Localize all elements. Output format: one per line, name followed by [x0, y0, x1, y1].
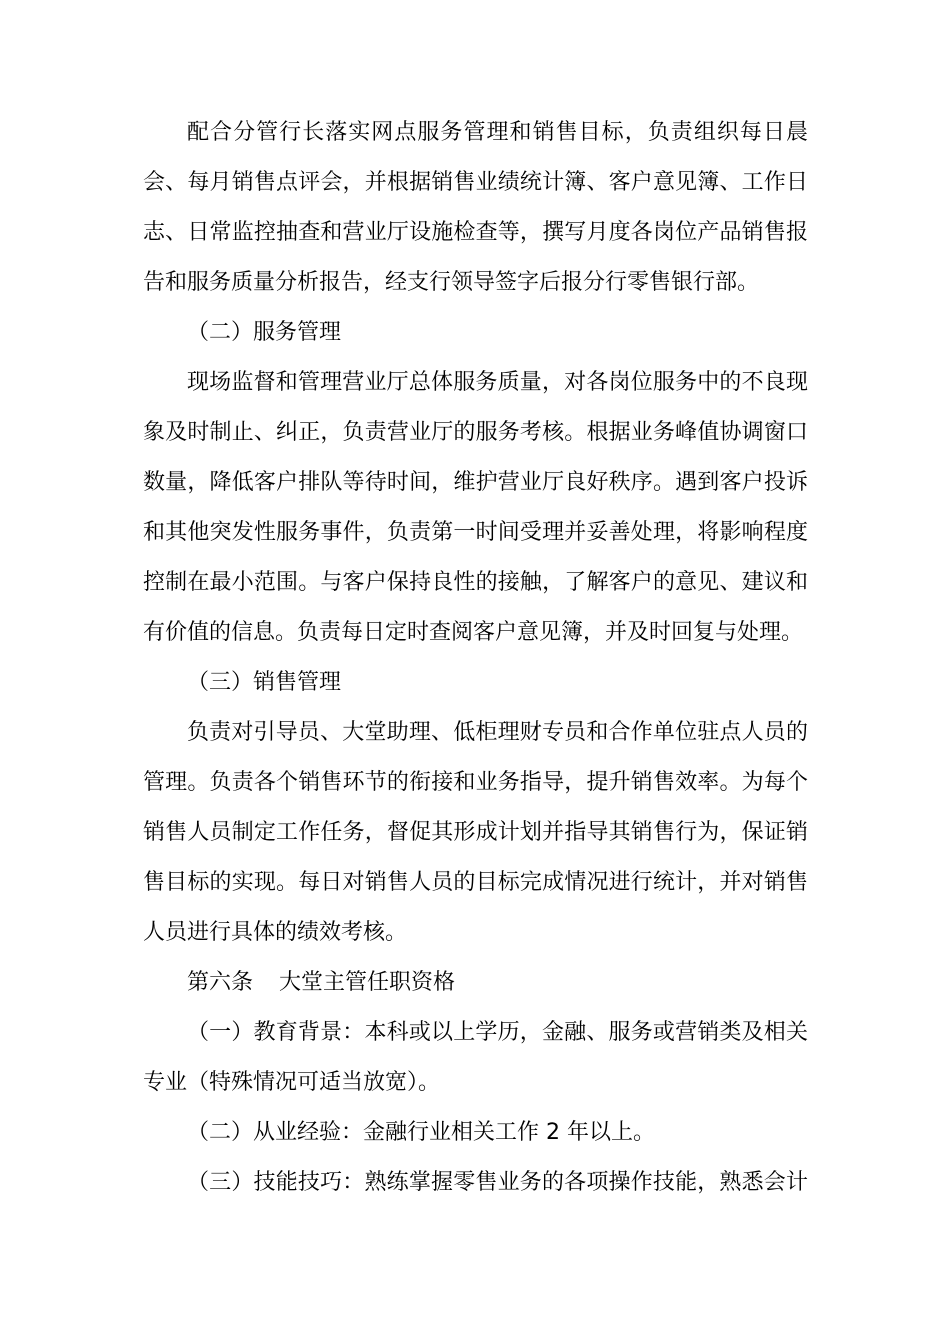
paragraph-line: 现场监督和管理营业厅总体服务质量，对各岗位服务中的不良现 — [187, 370, 808, 395]
paragraph-line: 告和服务质量分析报告，经支行领导签字后报分行零售银行部。 — [143, 270, 760, 295]
section-heading-sales-management — [143, 658, 808, 708]
paragraph-line: （二）从业经验：金融行业相关工作 2 年以上。 — [187, 1120, 655, 1145]
paragraph-line: 人员进行具体的绩效考核。 — [143, 920, 408, 945]
paragraph-duties-summary — [143, 108, 808, 308]
paragraph-line: 会、每月销售点评会，并根据销售业绩统计簿、客户意见簿、工作日 — [143, 170, 808, 195]
paragraph-service-management — [143, 358, 808, 658]
paragraph-line: 数量，降低客户排队等待时间，维护营业厅良好秩序。遇到客户投诉 — [143, 470, 808, 495]
section-heading-text: （二）服务管理 — [187, 320, 342, 345]
section-heading-text: （三）销售管理 — [187, 670, 342, 695]
paragraph-line: 和其他突发性服务事件，负责第一时间受理并妥善处理，将影响程度 — [143, 520, 808, 545]
qualification-experience — [143, 1108, 808, 1158]
paragraph-line: 有价值的信息。负责每日定时查阅客户意见簿，并及时回复与处理。 — [143, 620, 804, 645]
section-heading-service-management — [143, 308, 808, 358]
paragraph-sales-management — [143, 708, 808, 958]
qualification-education — [143, 1008, 808, 1108]
paragraph-line: 配合分管行长落实网点服务管理和销售目标，负责组织每日晨 — [187, 120, 808, 145]
paragraph-line: 控制在最小范围。与客户保持良性的接触，了解客户的意见、建议和 — [143, 570, 808, 595]
qualification-skills — [143, 1158, 808, 1208]
paragraph-line: 专业（特殊情况可适当放宽）。 — [143, 1070, 441, 1095]
document-body — [143, 108, 808, 1208]
paragraph-line: （一）教育背景：本科或以上学历，金融、服务或营销类及相关 — [187, 1020, 808, 1045]
paragraph-line: 负责对引导员、大堂助理、低柜理财专员和合作单位驻点人员的 — [187, 720, 808, 745]
article-title: 大堂主管任职资格 — [279, 970, 456, 995]
paragraph-line: 象及时制止、纠正，负责营业厅的服务考核。根据业务峰值协调窗口 — [143, 420, 808, 445]
paragraph-line: （三）技能技巧：熟练掌握零售业务的各项操作技能，熟悉会计 — [187, 1170, 808, 1195]
paragraph-line: 志、日常监控抽查和营业厅设施检查等，撰写月度各岗位产品销售报 — [143, 220, 808, 245]
article-heading — [143, 958, 808, 1008]
paragraph-line: 管理。负责各个销售环节的衔接和业务指导，提升销售效率。为每个 — [143, 770, 808, 795]
paragraph-line: 销售人员制定工作任务，督促其形成计划并指导其销售行为，保证销 — [143, 820, 808, 845]
paragraph-line: 售目标的实现。每日对销售人员的目标完成情况进行统计，并对销售 — [143, 870, 808, 895]
article-number: 第六条 — [187, 970, 254, 995]
